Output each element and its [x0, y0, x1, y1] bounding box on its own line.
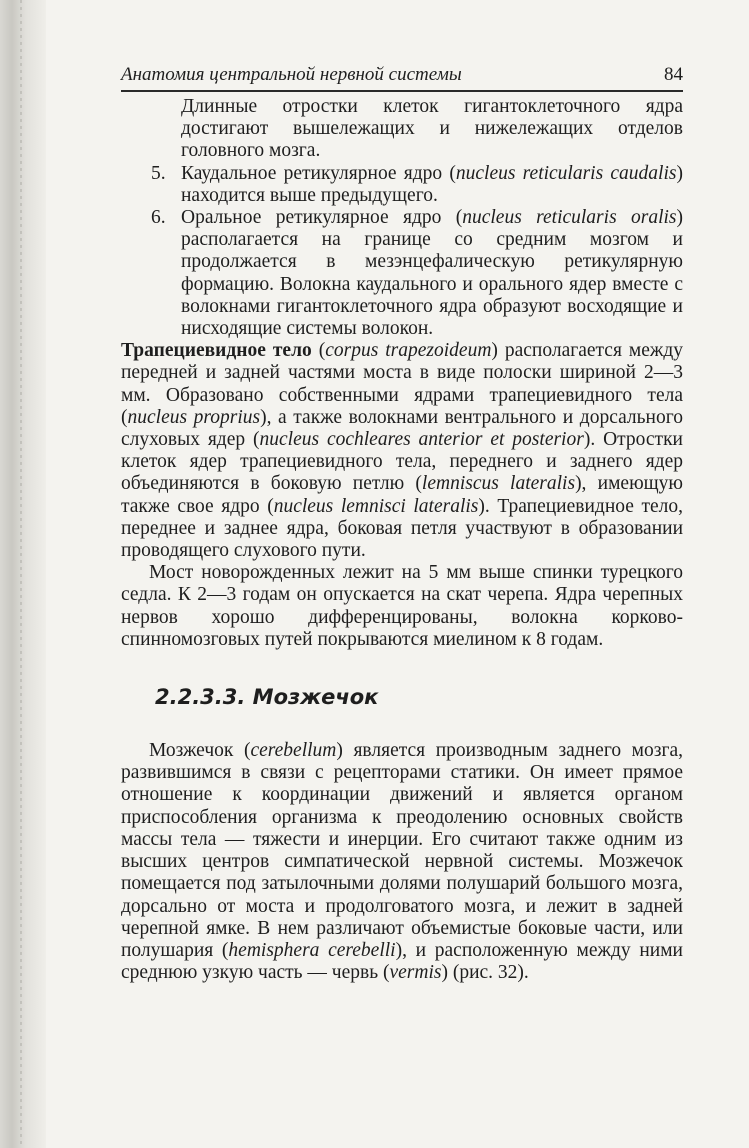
latin-term: nucleus lemnisci lateralis — [273, 495, 479, 517]
list-item-text: ) находится выше предыдущего. — [181, 162, 683, 206]
list-item-number: 6. — [151, 207, 166, 229]
running-header-title: Анатомия центральной нервной системы — [121, 64, 462, 85]
paragraph-text: ) является производным заднего мозга, развившимся в связи с рецепторами статики. Он имеет прямое отношение к координации движений и является органом приспособления организма к преодолению основных свойств массы тела — тяжести и инерции. Его считают также одним из высших центров симпатической нервной системы. Мозжечок помещается под затылочными долями полушарий большого мозга, дорсально от моста и продолговатого мозга, и лежит в задней черепной ямке. В нем различают объемистые боковые части, или полушария ( — [121, 740, 683, 961]
list-item — [121, 163, 683, 207]
nuclei-list — [121, 163, 683, 341]
paragraph-text: ), и расположенную между ними среднюю узкую часть — червь ( — [121, 939, 683, 984]
trapezoid-paragraph — [121, 340, 683, 562]
list-item-text: Каудальное ретикулярное ядро ( — [181, 162, 456, 184]
list-item-text: ) располагается на границе со средним мозгом и продолжается в мезэнцефалическую ретикулярную формацию. Волокна каудального и орального ядер вместе с волокнами гигантоклеточного ядра образуют восходящие и нисходящие системы волокон. — [181, 207, 683, 340]
latin-term: nucleus proprius — [127, 406, 261, 428]
cerebellum-paragraph — [121, 740, 683, 984]
newborn-paragraph: Мост новорожденных лежит на 5 мм выше спинки турецкого седла. К 2—3 годам он опускается на скат черепа. Ядра черепных нервов хорошо дифференцированы, волокна корково-спинномозговых путей покрываются миелином к 8 годам. — [121, 562, 683, 650]
list-continuation: Длинные отростки клеток гигантоклеточного ядра достигают вышележащих и нижележащих отделов головного мозга. — [181, 96, 683, 162]
paragraph-text: ) (рис. 32). — [441, 962, 529, 984]
latin-term: nucleus cochleares anterior et posterior — [259, 429, 584, 451]
paragraph-text: ) располагается между передней и задней частями моста в виде полоски шириной 2—3 мм. Образовано собственными ядрами трапециевидного тела ( — [121, 340, 683, 428]
paragraph-text: ). Отростки клеток ядер трапециевидного тела, переднего и заднего ядер объединяются в боковую петлю ( — [121, 429, 683, 495]
latin-term: corpus trapezoideum — [325, 340, 492, 362]
latin-term: hemisphera cerebelli — [228, 939, 396, 961]
latin-term: nucleus reticularis caudalis — [455, 162, 677, 184]
paragraph-text: ). Трапециевидное тело, переднее и заднее ядра, боковая петля участвуют в образовании проводящего слухового пути. — [121, 495, 683, 562]
paragraph-text: ), имеющую также свое ядро ( — [121, 473, 683, 517]
latin-term: lemniscus lateralis — [421, 473, 576, 495]
list-item-number: 5. — [151, 162, 166, 184]
latin-term: vermis — [389, 962, 442, 984]
bold-term: Трапециевидное тело — [121, 340, 312, 362]
section-heading: 2.2.3.3. Мозжечок — [155, 685, 379, 710]
latin-term: cerebellum — [250, 740, 337, 762]
paragraph-text: Мозжечок ( — [149, 740, 251, 762]
latin-term: nucleus reticularis oralis — [462, 207, 677, 229]
list-item — [121, 207, 683, 340]
page-number: 84 — [664, 64, 683, 85]
list-item-text: Оральное ретикулярное ядро ( — [181, 207, 463, 229]
paragraph-text: ), а также волокнами вентрального и дорсального слуховых ядер ( — [121, 406, 683, 451]
page-body — [121, 96, 683, 984]
running-header — [121, 60, 683, 92]
scan-binding-edge — [0, 0, 46, 1148]
paragraph-text: ( — [311, 340, 326, 362]
